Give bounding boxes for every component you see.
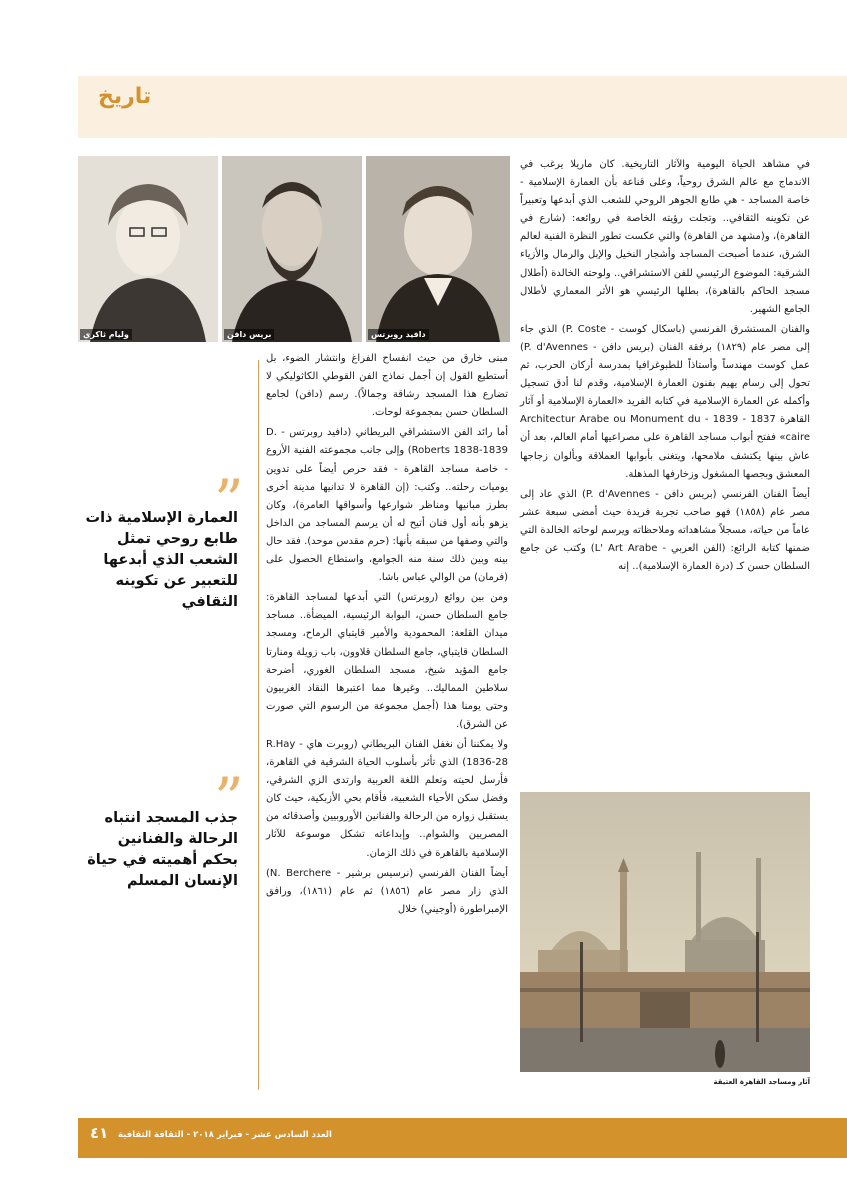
paragraph: مبنى خارق من حيث انفساح الفراغ وانتشار الضوء، بل أستطيع القول إن أجمل نماذج الفن القوطي الكاثوليكي لا تضارع هذا المسجد رشاقة وجمالاً). رسم (دافن) لجامع السلطان حسن بمجموعة لوحات. [266,353,508,419]
quote-mark-icon: ” [214,765,244,833]
portrait-caption: بريس دافن [224,329,274,340]
quote-mark-icon: ” [214,467,244,535]
photo-caption: آثار ومساجد القاهرة العتيقة [713,1078,810,1086]
paragraph: أما رائد الفن الاستشراقي البريطاني (دافيد روبرتس - D. Roberts 1838-1839) وإلى جانب مجموعته الفنية الأروع - خاصة مساجد القاهرة - فقد حرص أيضاً على تدوين يوميات رحلته.. وكتب: (إن القاهرة لا تدانيها مدينة أخرى بطرز مبانيها ومناظر شوارعها وأسواقها العامرة)، وكان يزهو بأنه أول فنان أتيح له أن يرسم المساجد من الداخل والتي وصفها من سبقه بأنها: (حرم مقدس موحد). فقد حال بينه وبين ذلك سنة منه الجوامع، واستطاع الحصول على (فرمان) من الوالي عباس باشا. [266,427,509,584]
paragraph: أيضاً الفنان الفرنسي (نرسيس برشير - N. Berchere) الذي زار مصر عام (١٨٥٦) ثم عام (١٨٦١)، ورافق الإمبراطورة (أوجيني) خلال [266,867,508,915]
cairo-mosques-image [520,792,810,1072]
pull-quote: جذب المسجد انتباه الرحالة والفنانين بحكم أهميته في حياة الإنسان المسلم [87,810,238,889]
portrait-david-roberts [366,156,510,342]
pull-quote: العمارة الإسلامية ذات طابع روحي تمثل الشعب الذي أبدعها للتعبير عن تكوينه الثقافي [85,510,238,610]
portrait-caption: وليام ثاكري [80,329,132,340]
paragraph: ولا يمكننا أن نغفل الفنان البريطاني (روبرت هاي - R.Hay 1836-28) الذي تأثر بأسلوب الحياة الشرقية في القاهرة، فأرسل لحيته وتعلم اللغة العربية وارتدى الزي الشرقي، وفضل سكن الأحياء الشعبية، فأقام بحي الأزبكية، حيث كان يستقبل زواره من الرحالة والفنانين الأوروبيين وأصدقائه من المصريين والشوام.. وإبداعاته تشكل موسوعة للآثار الإسلامية بالقاهرة في ذلك الزمان. [266,738,508,859]
section-title: تاريخ [98,84,152,109]
footer-issue-text: العدد السادس عشر - فبراير ٢٠١٨ - الثقافة الثقافية [118,1130,332,1140]
paragraph: ومن بين روائع (روبرتس) التي أبدعها لمساجد القاهرة: جامع السلطان حسن، البوابة الرئيسية، الميضأة.. مساجد ميدان القلعة: المحمودية والأمير قايتباي الرماح، ومسجد السلطان قايتباي، جامع السلطان قلاوون، باب زويلة ومنارتا جامع المؤيد شيخ، مسجد السلطان الغوري، أضرحة سلاطين المماليك.. وغيرها مما اعتبرها النقاد الغربيون وحتى يومنا هذا (أجمل مجموعة من الرسوم التي صورت عن الشرق). [266,592,508,730]
article-column-right [520,156,810,796]
portrait-image [366,156,510,342]
portrait-image [222,156,362,342]
portrait-prisse-davennes [222,156,362,342]
column-divider [258,360,259,1090]
portrait-image [78,156,218,342]
cairo-mosques-photo [520,792,810,1072]
paragraph: في مشاهد الحياة اليومية والآثار التاريخية. كان ماريلا يرغب في الاندماج مع عالم الشرق روحياً، وعلى قناعة بأن العمارة الإسلامية - خاصة المساجد - هي طابع الجوهر الروحي للشعب الذي أبدعها وتعبيراً عن تكوينه الثقافي.. وتجلت رؤيته الخاصة في روائعه: (شارع في القاهرة)، و(مشهد من القاهرة) والتي عكست تطور النظرة الفنية لعالم الشرق، عندما أصبحت المساجد وأشجار النخيل والإبل والرمال والأزياء الشرقية: الموضوع الرئيسي للفن الاستشراقي.. ولوحته الخالدة (أطلال مسجد الحاكم بالقاهرة)، بطلها الرئيسي هو الأثر المعماري لأطلال الجامع الشهير. [520,159,810,315]
paragraph: أيضاً الفنان الفرنسي (بريس دافن - P. d'Avennes) الذي عاد إلى مصر عام (١٨٥٨) فهو صاحب تجربة فريدة حيث أمضى سبعة عشر عاماً من حياته، مسجلاً مشاهداته وملاحظاته ويرسم لوحاته الخالدة التي ضمنها كتابة الرائع: (الفن العربي - L' Art Arabe) وكتب عن جامع السلطان حسن كـ (درة العمارة الإسلامية).. إنه [520,488,810,573]
header-band [78,76,847,138]
portrait-william-thackeray [78,156,218,342]
paragraph: والفنان المستشرق الفرنسي (باسكال كوست - P. Coste) الذي جاء إلى مصر عام (١٨٢٩) برفقة الفنان (بريس دافن - P. d'Avennes) عمل كوست مهندساً وأستاذاً للطبوغرافيا بمدرسة أركان الحرب، ثم تحول إلى رسام يهيم بفنون العمارة الإسلامية، وقدم لنا أدق تسجيل وأكمله عن العمارة الإسلامية في كتابه الفريد «العمارة الإسلامية أو آثار القاهرة 1837 - 1839 - Architectur Arabe ou Monument du caire» ففتح أبواب مساجد القاهرة على مصراعيها أمام العالم، بعد أن عاش بينها يكتشف ملامحها، ويتغنى بأبوابها العملاقة وبألوان زجاجها المعشق وبجصها المشغول وزخارفها المذهلة. [520,323,811,480]
page-number: ٤١ [90,1124,109,1142]
article-column-middle [266,350,508,1090]
portrait-caption: دافيد روبرتس [368,329,429,340]
